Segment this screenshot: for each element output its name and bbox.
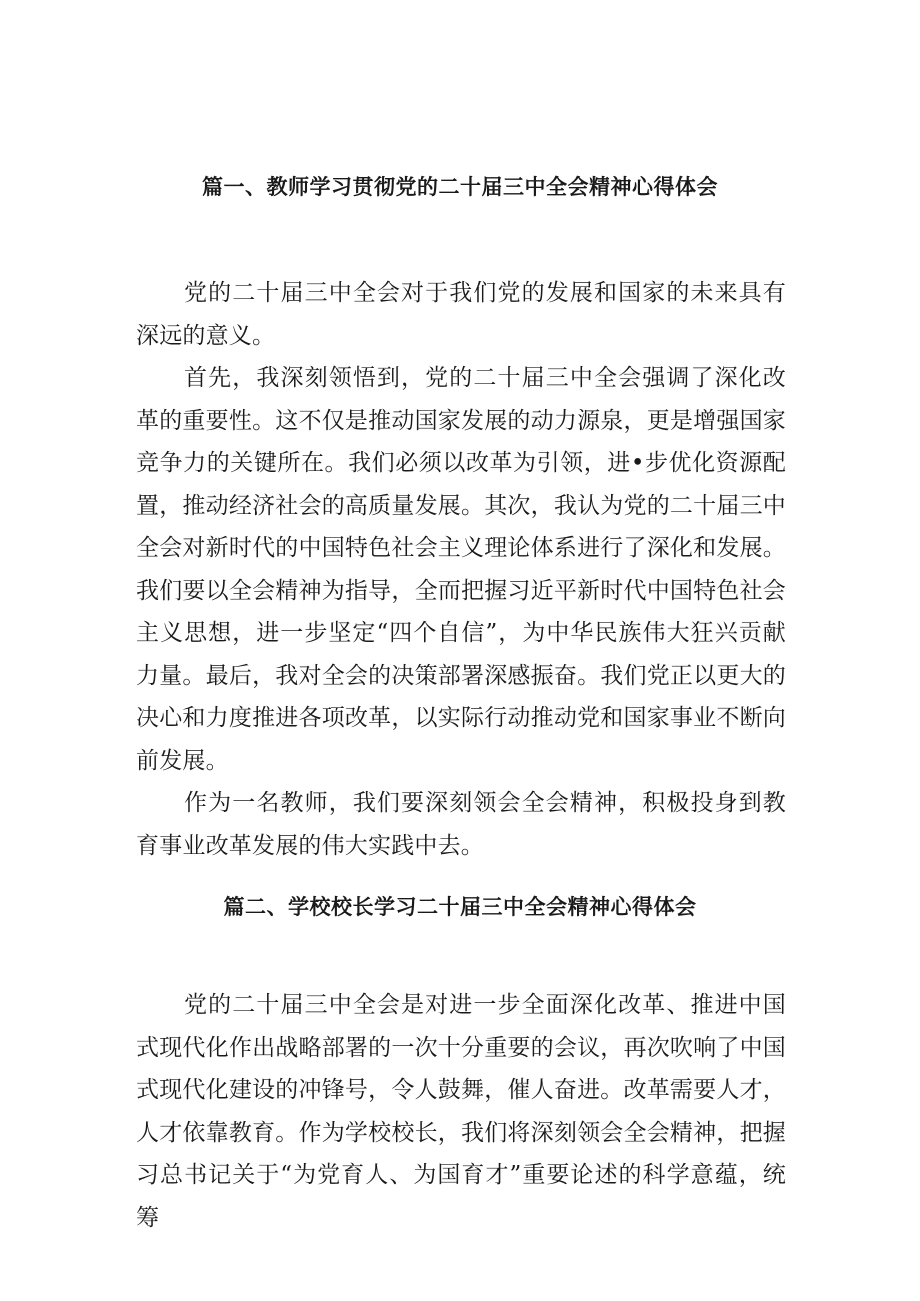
section-1-paragraph-2: 首先，我深刻领悟到，党的二十届三中全会强调了深化改革的重要性。这不仅是推动国家发展的动力源泉，更是增强国家竞争力的关键所在。我们必须以改革为引领，进•步优化资源配置，推动经济社会的高质量发展。其次，我认为党的二十届三中全会对新时代的中国特色社会主义理论体系进行了深化和发展。我们要以全会精神为指导，全而把握习近平新时代中国特色社会主义思想，进一步坚定“四个自信”，为中华民族伟大狂兴贡献力量。最后，我对全会的决策部署深感振奋。我们党正以更大的决心和力度推进各项改革，以实际行动推动党和国家事业不断向前发展。 (136, 365, 786, 774)
section-2-paragraph-1: 党的二十届三中全会是对进一步全面深化改革、推进中国式现代化作出战略部署的一次十分重要的会议，再次吹响了中国式现代化建设的冲锋号，令人鼓舞，催人奋进。改革需要人才，人才依靠教育。作为学校校长，我们将深刻领会全会精神，把握习总书记关于“为党育人、为国育才”重要论述的科学意蕴，统筹 (136, 992, 786, 1231)
section-1-paragraph-1: 党的二十届三中全会对于我们党的发展和国家的未来具有深远的意义。 (136, 280, 786, 349)
section-title-2: 篇二、学校校长学习二十届三中全会精神心得体会 (223, 895, 697, 919)
section-1-paragraph-3: 作为一名教师，我们要深刻领会全会精神，积极投身到教育事业改革发展的伟大实践中去。 (136, 790, 786, 859)
section-title-1: 篇一、教师学习贯彻党的二十届三中全会精神心得体会 (202, 175, 718, 199)
